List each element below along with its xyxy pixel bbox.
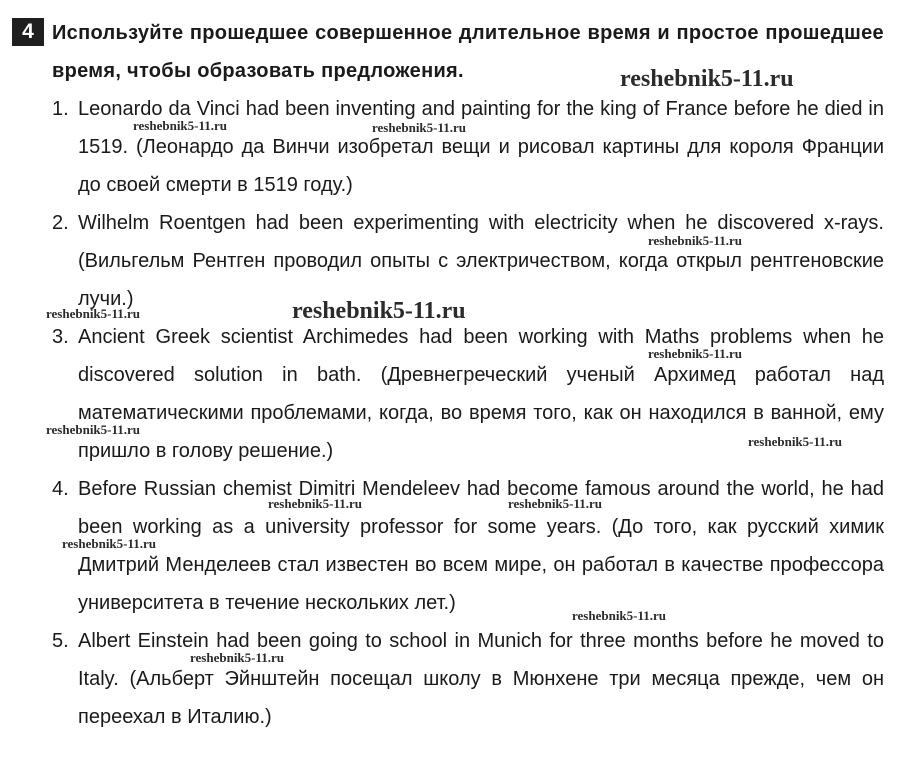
watermark: reshebnik5-11.ru [648,233,743,248]
watermark: reshebnik5-11.ru [372,120,467,135]
watermark: reshebnik5-11.ru [46,422,141,437]
watermark: reshebnik5-11.ru [133,118,228,133]
watermark: reshebnik5-11.ru [190,650,285,665]
watermark: reshebnik5-11.ru [620,66,794,92]
watermark: reshebnik5-11.ru [62,536,157,551]
watermark: reshebnik5-11.ru [748,434,843,449]
item-number: 2. [52,212,69,234]
task-number-badge: 4 [12,18,44,46]
watermark: reshebnik5-11.ru [508,496,603,511]
watermark: reshebnik5-11.ru [572,608,667,623]
watermark: reshebnik5-11.ru [648,346,743,361]
watermark: reshebnik5-11.ru [292,298,466,324]
sentence-list [52,90,884,736]
list-item [52,204,884,318]
list-item [52,470,884,622]
item-text: Albert Einstein had been going to school in Munich for three months before he moved to Italy. (Альберт Эйнштейн посещал школу в Мюнхене три месяца прежде, чем он переехал в Италию.) [78,630,884,728]
item-number: 5. [52,630,69,652]
item-text: Ancient Greek scientist Archimedes had been working with Maths problems when he discovered solution in bath. (Древнегреческий ученый Архимед работал над математическими проблемами, когда, во время того, как он находился в ванной, ему пришло в голову решение.) [78,326,884,462]
list-item [52,622,884,736]
watermark: reshebnik5-11.ru [268,496,363,511]
item-text: Before Russian chemist Dimitri Mendeleev had become famous around the world, he had been working as a university professor for some years. (До того, как русский химик Дмитрий Менделеев стал известен во всем мире, он работал в качестве профессора университета в течение нескольких лет.) [78,478,884,614]
item-number: 4. [52,478,69,500]
task-instruction: Используйте прошедшее совершенное длительное время и простое прошедшее время, чтобы образовать предложения. [52,22,884,82]
watermark: reshebnik5-11.ru [46,306,141,321]
list-item [52,90,884,204]
item-text: Wilhelm Roentgen had been experimenting with electricity when he discovered x-rays. (Вильгельм Рентген проводил опыты с электричеством, когда открыл рентгеновские лучи.) [78,212,884,310]
item-text: Leonardo da Vinci had been inventing and painting for the king of France before he died in 1519. (Леонардо да Винчи изобретал вещи и рисовал картины для короля Франции до своей смерти в 1519 году.) [78,98,884,196]
item-number: 1. [52,98,69,120]
item-number: 3. [52,326,69,348]
